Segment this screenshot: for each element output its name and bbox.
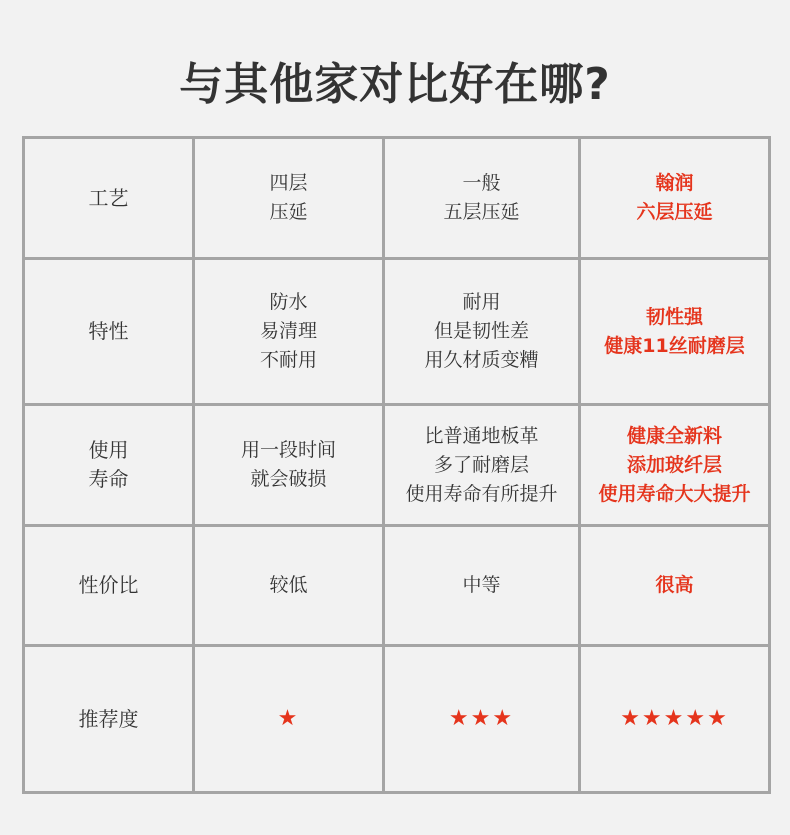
cell-line: 四层 — [269, 172, 308, 194]
cell-line: 韧性强 — [645, 305, 703, 328]
cell-line: 使用寿命大大提升 — [598, 482, 751, 505]
cell-line: 健康11丝耐磨层 — [604, 334, 745, 357]
cell-line: 健康全新料 — [626, 424, 722, 447]
cell-line: 不耐用 — [259, 349, 317, 371]
cell-line: 多了耐磨层 — [433, 453, 529, 476]
cell-rating-a — [194, 646, 384, 793]
cell-line: 较低 — [269, 574, 308, 596]
comparison-table — [22, 136, 771, 794]
cell-line: 翰润 — [655, 172, 694, 194]
star-rating-icon: ★★★★★ — [620, 706, 729, 731]
cell-value-b — [384, 526, 580, 646]
cell-lifespan-b — [384, 405, 580, 526]
star-rating-icon: ★★★ — [448, 706, 515, 731]
cell-line: 易清理 — [259, 320, 317, 342]
row-label-features — [24, 259, 194, 405]
row-value — [24, 526, 770, 646]
row-label-value — [24, 526, 194, 646]
cell-line: 压延 — [269, 201, 308, 223]
cell-features-a — [194, 259, 384, 405]
cell-rating-b — [384, 646, 580, 793]
label-line: 工艺 — [88, 185, 129, 210]
cell-line: 五层压延 — [443, 201, 520, 223]
cell-line: 用久材质变糟 — [424, 349, 539, 371]
cell-line: 但是韧性差 — [433, 320, 529, 342]
cell-line: 耐用 — [462, 291, 501, 313]
label-line: 性价比 — [78, 573, 139, 597]
label-line: 使用 — [88, 438, 129, 462]
cell-line: 很高 — [655, 574, 694, 596]
cell-rating-hanrun — [580, 646, 770, 793]
cell-features-hanrun — [580, 259, 770, 405]
cell-value-a — [194, 526, 384, 646]
cell-line: 一般 — [462, 172, 501, 194]
page-title: 与其他家对比好在哪? — [179, 59, 611, 110]
label-line: 寿命 — [88, 467, 129, 491]
star-rating-icon: ★ — [277, 706, 300, 731]
cell-lifespan-hanrun — [580, 405, 770, 526]
cell-value-hanrun — [580, 526, 770, 646]
cell-features-b — [384, 259, 580, 405]
label-line: 特性 — [88, 319, 129, 343]
cell-line: 用一段时间 — [240, 439, 336, 461]
cell-line: 就会破损 — [250, 468, 327, 490]
cell-line: 中等 — [462, 574, 501, 596]
cell-line: 比普通地板革 — [424, 424, 539, 447]
row-process — [24, 138, 770, 259]
row-recommendation — [24, 646, 770, 793]
cell-process-b — [384, 138, 580, 259]
cell-line: 添加玻纤层 — [626, 453, 722, 476]
cell-process-a — [194, 138, 384, 259]
cell-line: 防水 — [269, 291, 308, 313]
cell-line: 使用寿命有所提升 — [405, 482, 558, 505]
row-label-recommendation — [24, 646, 194, 793]
row-label-lifespan — [24, 405, 194, 526]
label-line: 推荐度 — [78, 706, 139, 731]
cell-lifespan-a — [194, 405, 384, 526]
row-features — [24, 259, 770, 405]
row-label-process — [24, 138, 194, 259]
cell-line: 六层压延 — [636, 201, 713, 223]
row-lifespan — [24, 405, 770, 526]
cell-process-hanrun — [580, 138, 770, 259]
